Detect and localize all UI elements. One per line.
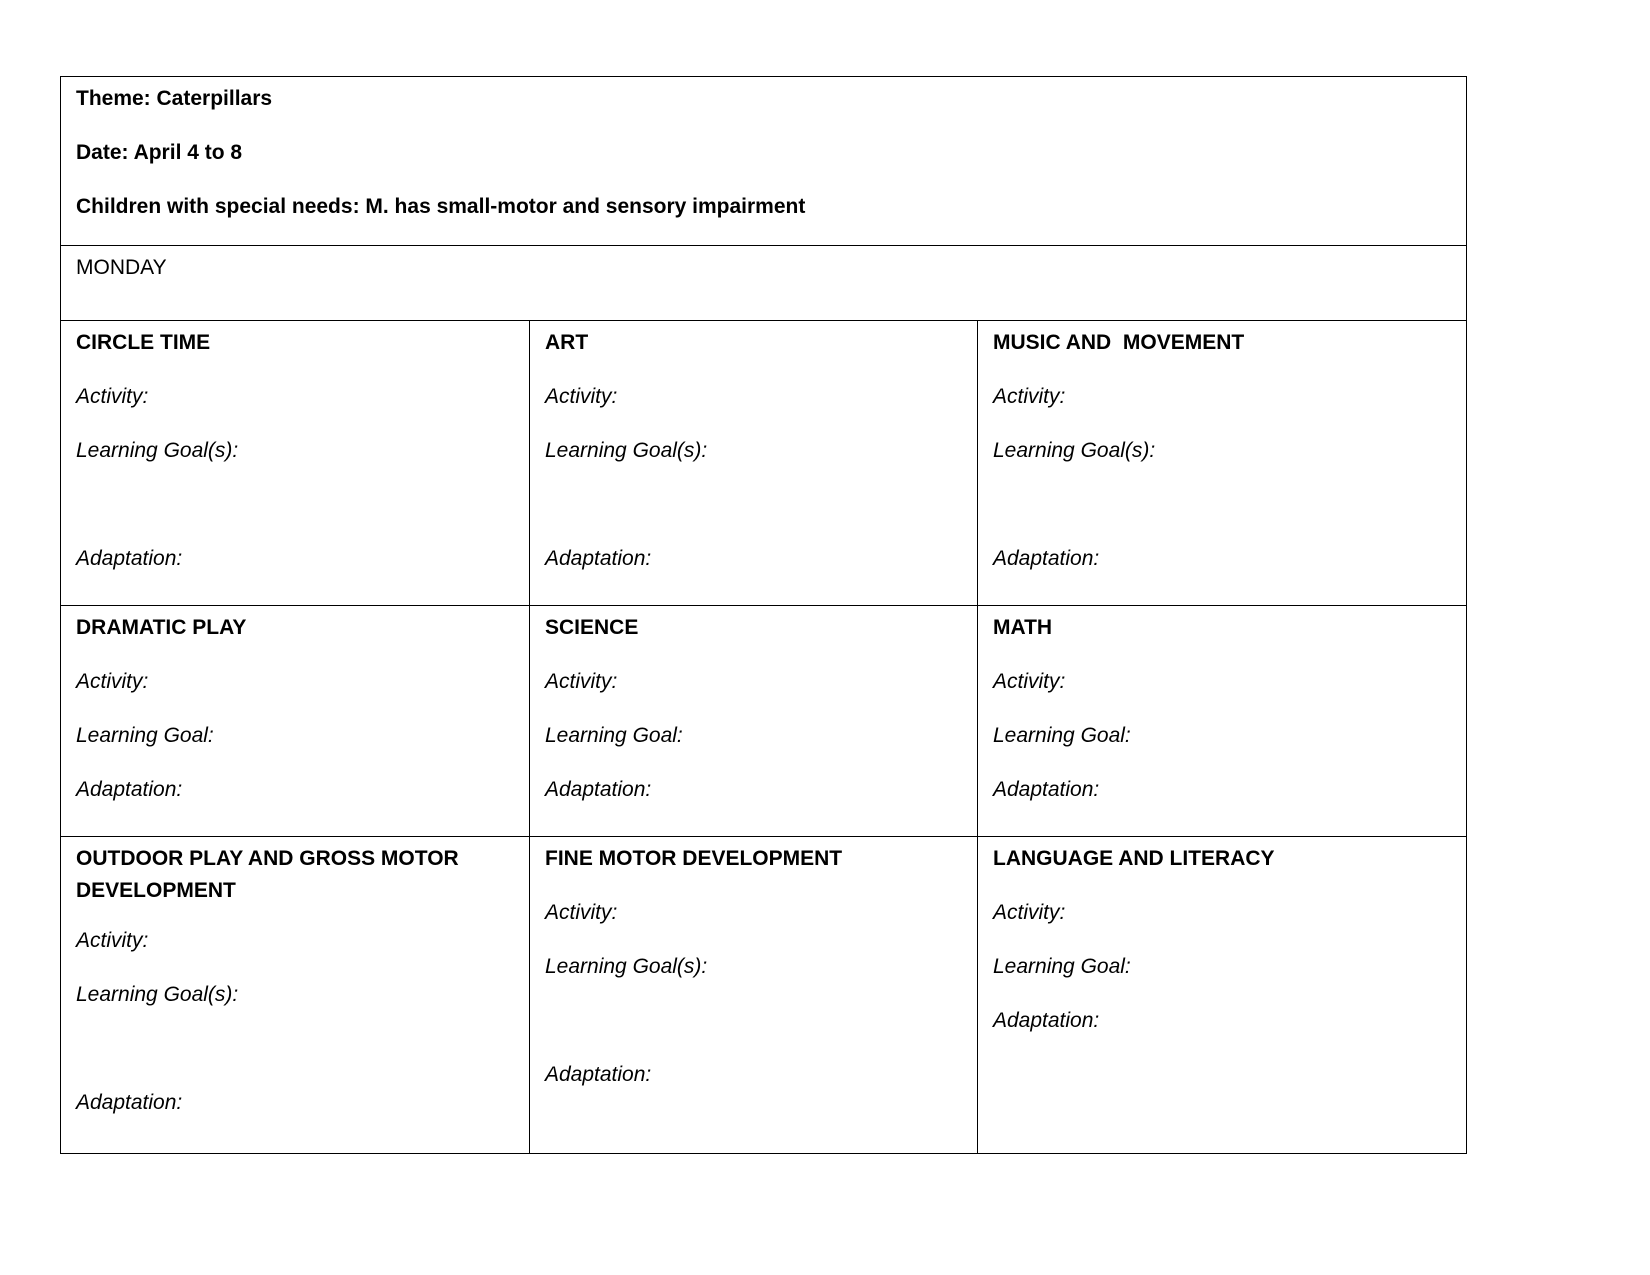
activity-label: Activity:	[993, 901, 1066, 924]
special-needs-line: Children with special needs: M. has small-motor and sensory impairment	[76, 195, 806, 218]
plan-header-cell	[61, 77, 1467, 246]
outdoor-play-cell	[61, 837, 530, 1154]
day-row	[61, 246, 1467, 321]
weekly-plan-table	[60, 76, 1467, 1154]
math-cell	[978, 606, 1467, 837]
date-line: Date: April 4 to 8	[76, 141, 243, 164]
activity-row-3	[61, 837, 1467, 1154]
learning-goal-label: Learning Goal:	[993, 955, 1131, 978]
adaptation-label: Adaptation:	[545, 547, 652, 570]
learning-goals-label: Learning Goal(s):	[76, 439, 239, 462]
day-cell	[61, 246, 1467, 321]
section-title: FINE MOTOR DEVELOPMENT	[545, 847, 843, 870]
learning-goal-label: Learning Goal:	[993, 724, 1131, 747]
activity-label: Activity:	[76, 670, 149, 693]
activity-row-2	[61, 606, 1467, 837]
language-literacy-cell	[978, 837, 1467, 1154]
plan-header-row	[61, 77, 1467, 246]
adaptation-label: Adaptation:	[993, 778, 1100, 801]
adaptation-label: Adaptation:	[993, 547, 1100, 570]
day-label: MONDAY	[76, 256, 167, 279]
fine-motor-cell	[530, 837, 978, 1154]
science-cell	[530, 606, 978, 837]
adaptation-label: Adaptation:	[993, 1009, 1100, 1032]
dramatic-play-cell	[61, 606, 530, 837]
adaptation-label: Adaptation:	[545, 1063, 652, 1086]
activity-label: Activity:	[993, 670, 1066, 693]
learning-goal-label: Learning Goal:	[76, 724, 214, 747]
activity-label: Activity:	[76, 929, 149, 952]
circle-time-cell	[61, 321, 530, 606]
activity-label: Activity:	[545, 670, 618, 693]
learning-goal-label: Learning Goal:	[545, 724, 683, 747]
music-movement-cell	[978, 321, 1467, 606]
activity-label: Activity:	[76, 385, 149, 408]
section-title: MATH	[993, 616, 1053, 639]
section-title: SCIENCE	[545, 616, 639, 639]
learning-goals-label: Learning Goal(s):	[993, 439, 1156, 462]
section-title: LANGUAGE AND LITERACY	[993, 847, 1275, 870]
adaptation-label: Adaptation:	[76, 778, 183, 801]
adaptation-label: Adaptation:	[545, 778, 652, 801]
activity-label: Activity:	[545, 901, 618, 924]
learning-goals-label: Learning Goal(s):	[545, 955, 708, 978]
learning-goals-label: Learning Goal(s):	[76, 983, 239, 1006]
learning-goals-label: Learning Goal(s):	[545, 439, 708, 462]
theme-line: Theme: Caterpillars	[76, 87, 273, 110]
section-title: CIRCLE TIME	[76, 331, 211, 354]
section-title: ART	[545, 331, 589, 354]
art-cell	[530, 321, 978, 606]
activity-label: Activity:	[993, 385, 1066, 408]
activity-label: Activity:	[545, 385, 618, 408]
activity-row-1	[61, 321, 1467, 606]
adaptation-label: Adaptation:	[76, 1091, 183, 1114]
section-title: DRAMATIC PLAY	[76, 616, 247, 639]
section-title: OUTDOOR PLAY AND GROSS MOTOR DEVELOPMENT	[76, 847, 459, 902]
section-title: MUSIC AND MOVEMENT	[993, 331, 1245, 354]
adaptation-label: Adaptation:	[76, 547, 183, 570]
